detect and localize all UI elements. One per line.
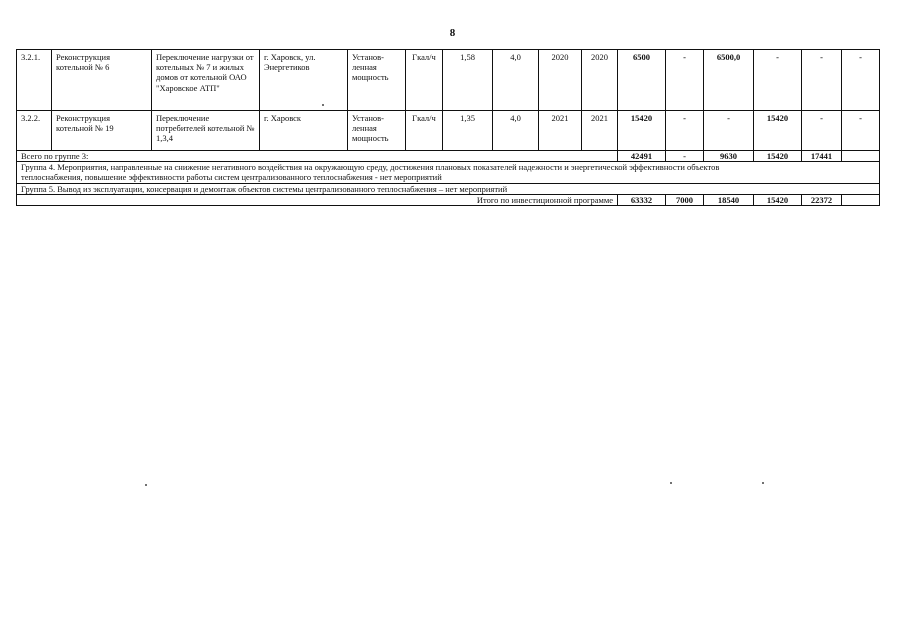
cost-2022: -	[802, 50, 842, 111]
group4-row	[17, 162, 880, 183]
group5-text: Группа 5. Вывод из эксплуатации, консервация и демонтаж объектов системы централизованного теплоснабжения – нет мероприятий	[17, 183, 880, 194]
value-after: 4,0	[493, 111, 539, 151]
cost-2020: -	[704, 111, 754, 151]
year-start: 2021	[539, 111, 582, 151]
grand-total-label: Итого по инвестиционной программе	[17, 194, 618, 205]
row-number: 3.2.1.	[17, 50, 52, 111]
row-number: 3.2.2.	[17, 111, 52, 151]
grand-total-2019: 7000	[666, 194, 704, 205]
scan-speck	[670, 482, 672, 484]
value-after: 4,0	[493, 50, 539, 111]
grand-total-2021: 15420	[754, 194, 802, 205]
project-location: г. Харовск	[260, 111, 348, 151]
investment-program-table	[16, 49, 880, 206]
grand-total-2022: 22372	[802, 194, 842, 205]
grand-total-row	[17, 194, 880, 205]
group3-total-row	[17, 151, 880, 162]
group3-2021: 15420	[754, 151, 802, 162]
value-before: 1,58	[443, 50, 493, 111]
group3-total: 42491	[618, 151, 666, 162]
group4-text	[17, 162, 880, 183]
grand-total: 63332	[618, 194, 666, 205]
cost-2023: -	[842, 111, 880, 151]
unit: Гкал/ч	[406, 111, 443, 151]
group3-2022: 17441	[802, 151, 842, 162]
scan-speck	[322, 104, 324, 106]
group3-2020: 9630	[704, 151, 754, 162]
year-start: 2020	[539, 50, 582, 111]
page-number: 8	[449, 27, 456, 39]
scan-speck	[145, 484, 147, 486]
cost-2019: -	[666, 111, 704, 151]
value-before: 1,35	[443, 111, 493, 151]
cost-2019: -	[666, 50, 704, 111]
year-end: 2020	[582, 50, 618, 111]
year-end: 2021	[582, 111, 618, 151]
project-name: Реконструкция котельной № 6	[52, 50, 152, 111]
table-row-3-2-2	[17, 111, 880, 151]
table-row-3-2-1	[17, 50, 880, 111]
cost-2022: -	[802, 111, 842, 151]
group5-row	[17, 183, 880, 194]
cost-2023: -	[842, 50, 880, 111]
group4-line-1: Группа 4. Мероприятия, направленные на снижение негативного воздействия на окружающую среду, достижения плановых показателей надежности и энергетической эффективности объектов	[21, 162, 720, 173]
cost-total: 6500	[618, 50, 666, 111]
group3-2019: -	[666, 151, 704, 162]
project-parameter: Установ-ленная мощность	[348, 111, 406, 151]
group4-line-2: теплоснабжения, повышение эффективности работы систем централизованного теплоснабжения - нет мероприятий	[21, 172, 442, 183]
scan-speck	[762, 482, 764, 484]
grand-total-2023	[842, 194, 880, 205]
group3-2023	[842, 151, 880, 162]
cost-2020: 6500,0	[704, 50, 754, 111]
cost-2021: 15420	[754, 111, 802, 151]
cost-2021: -	[754, 50, 802, 111]
project-description: Переключение нагрузки от котельных № 7 и жилых домов от котельной ОАО "Харовское АТП"	[152, 50, 260, 111]
grand-total-2020: 18540	[704, 194, 754, 205]
group3-total-label: Всего по группе 3:	[17, 151, 618, 162]
project-name: Реконструкция котельной № 19	[52, 111, 152, 151]
unit: Гкал/ч	[406, 50, 443, 111]
cost-total: 15420	[618, 111, 666, 151]
project-parameter: Установ-ленная мощность	[348, 50, 406, 111]
project-location: г. Харовск, ул. Энергетиков	[260, 50, 348, 111]
project-description: Переключение потребителей котельной № 1,3,4	[152, 111, 260, 151]
